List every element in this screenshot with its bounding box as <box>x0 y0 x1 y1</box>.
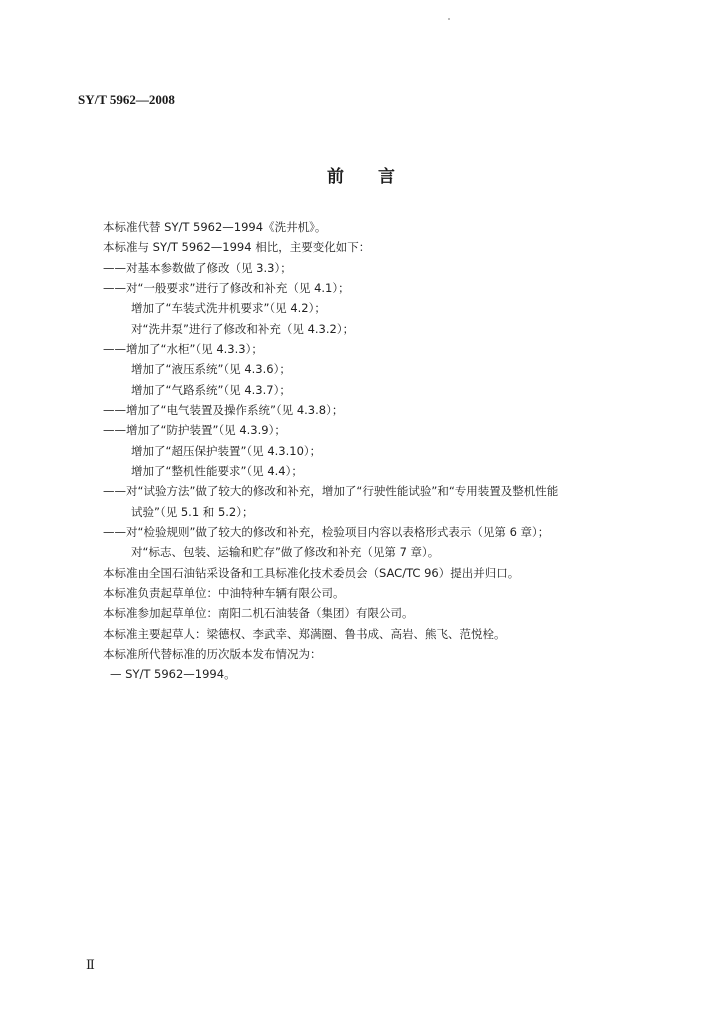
standard-code: SY/T 5962—2008 <box>78 92 175 107</box>
foreword-line: 本标准参加起草单位：南阳二机石油装备（集团）有限公司。 <box>103 606 414 620</box>
foreword-line: 本标准代替 SY/T 5962—1994《洗井机》。 <box>103 220 327 234</box>
scan-speck <box>448 18 450 20</box>
foreword-line: 本标准主要起草人：梁德权、李武幸、郑满圈、鲁书成、高岩、熊飞、范悦栓。 <box>103 627 506 641</box>
foreword-line: ——增加了“电气装置及操作系统”（见 4.3.8）； <box>103 403 344 417</box>
foreword-line: 试验”（见 5.1 和 5.2）； <box>131 505 254 519</box>
foreword-line: ——对“检验规则”做了较大的修改和补充，检验项目内容以表格形式表示（见第 6 章）； <box>103 525 550 539</box>
foreword-line: 本标准与 SY/T 5962—1994 相比，主要变化如下： <box>103 240 371 254</box>
foreword-line: 对“洗井泵”进行了修改和补充（见 4.3.2）； <box>131 322 355 336</box>
foreword-line: ——对“试验方法”做了较大的修改和补充，增加了“行驶性能试验”和“专用装置及整机性能 <box>103 484 559 498</box>
foreword-line: 增加了“液压系统”（见 4.3.6）； <box>131 362 291 376</box>
foreword-line: 对“标志、包装、运输和贮存”做了修改和补充（见第 7 章）。 <box>131 545 440 559</box>
foreword-line: 增加了“整机性能要求”（见 4.4）； <box>131 464 303 478</box>
page-title: 前言 <box>327 167 429 187</box>
foreword-line: 增加了“气路系统”（见 4.3.7）； <box>131 383 291 397</box>
foreword-line: 本标准负责起草单位：中油特种车辆有限公司。 <box>103 586 345 600</box>
foreword-line: — SY/T 5962—1994。 <box>110 667 236 681</box>
foreword-line: ——增加了“防护装置”（见 4.3.9）； <box>103 423 286 437</box>
foreword-line: ——对基本参数做了修改（见 3.3）； <box>103 261 292 275</box>
foreword-line: ——增加了“水柜”（见 4.3.3）； <box>103 342 263 356</box>
foreword-line: 增加了“超压保护装置”（见 4.3.10）； <box>131 444 322 458</box>
foreword-line: 增加了“车装式洗井机要求”（见 4.2）； <box>131 301 326 315</box>
foreword-line: 本标准所代替标准的历次版本发布情况为： <box>103 647 322 661</box>
foreword-line: ——对“一般要求”进行了修改和补充（见 4.1）； <box>103 281 350 295</box>
page-number: Ⅱ <box>86 957 95 972</box>
foreword-line: 本标准由全国石油钻采设备和工具标准化技术委员会（SAC/TC 96）提出并归口。 <box>103 566 520 580</box>
